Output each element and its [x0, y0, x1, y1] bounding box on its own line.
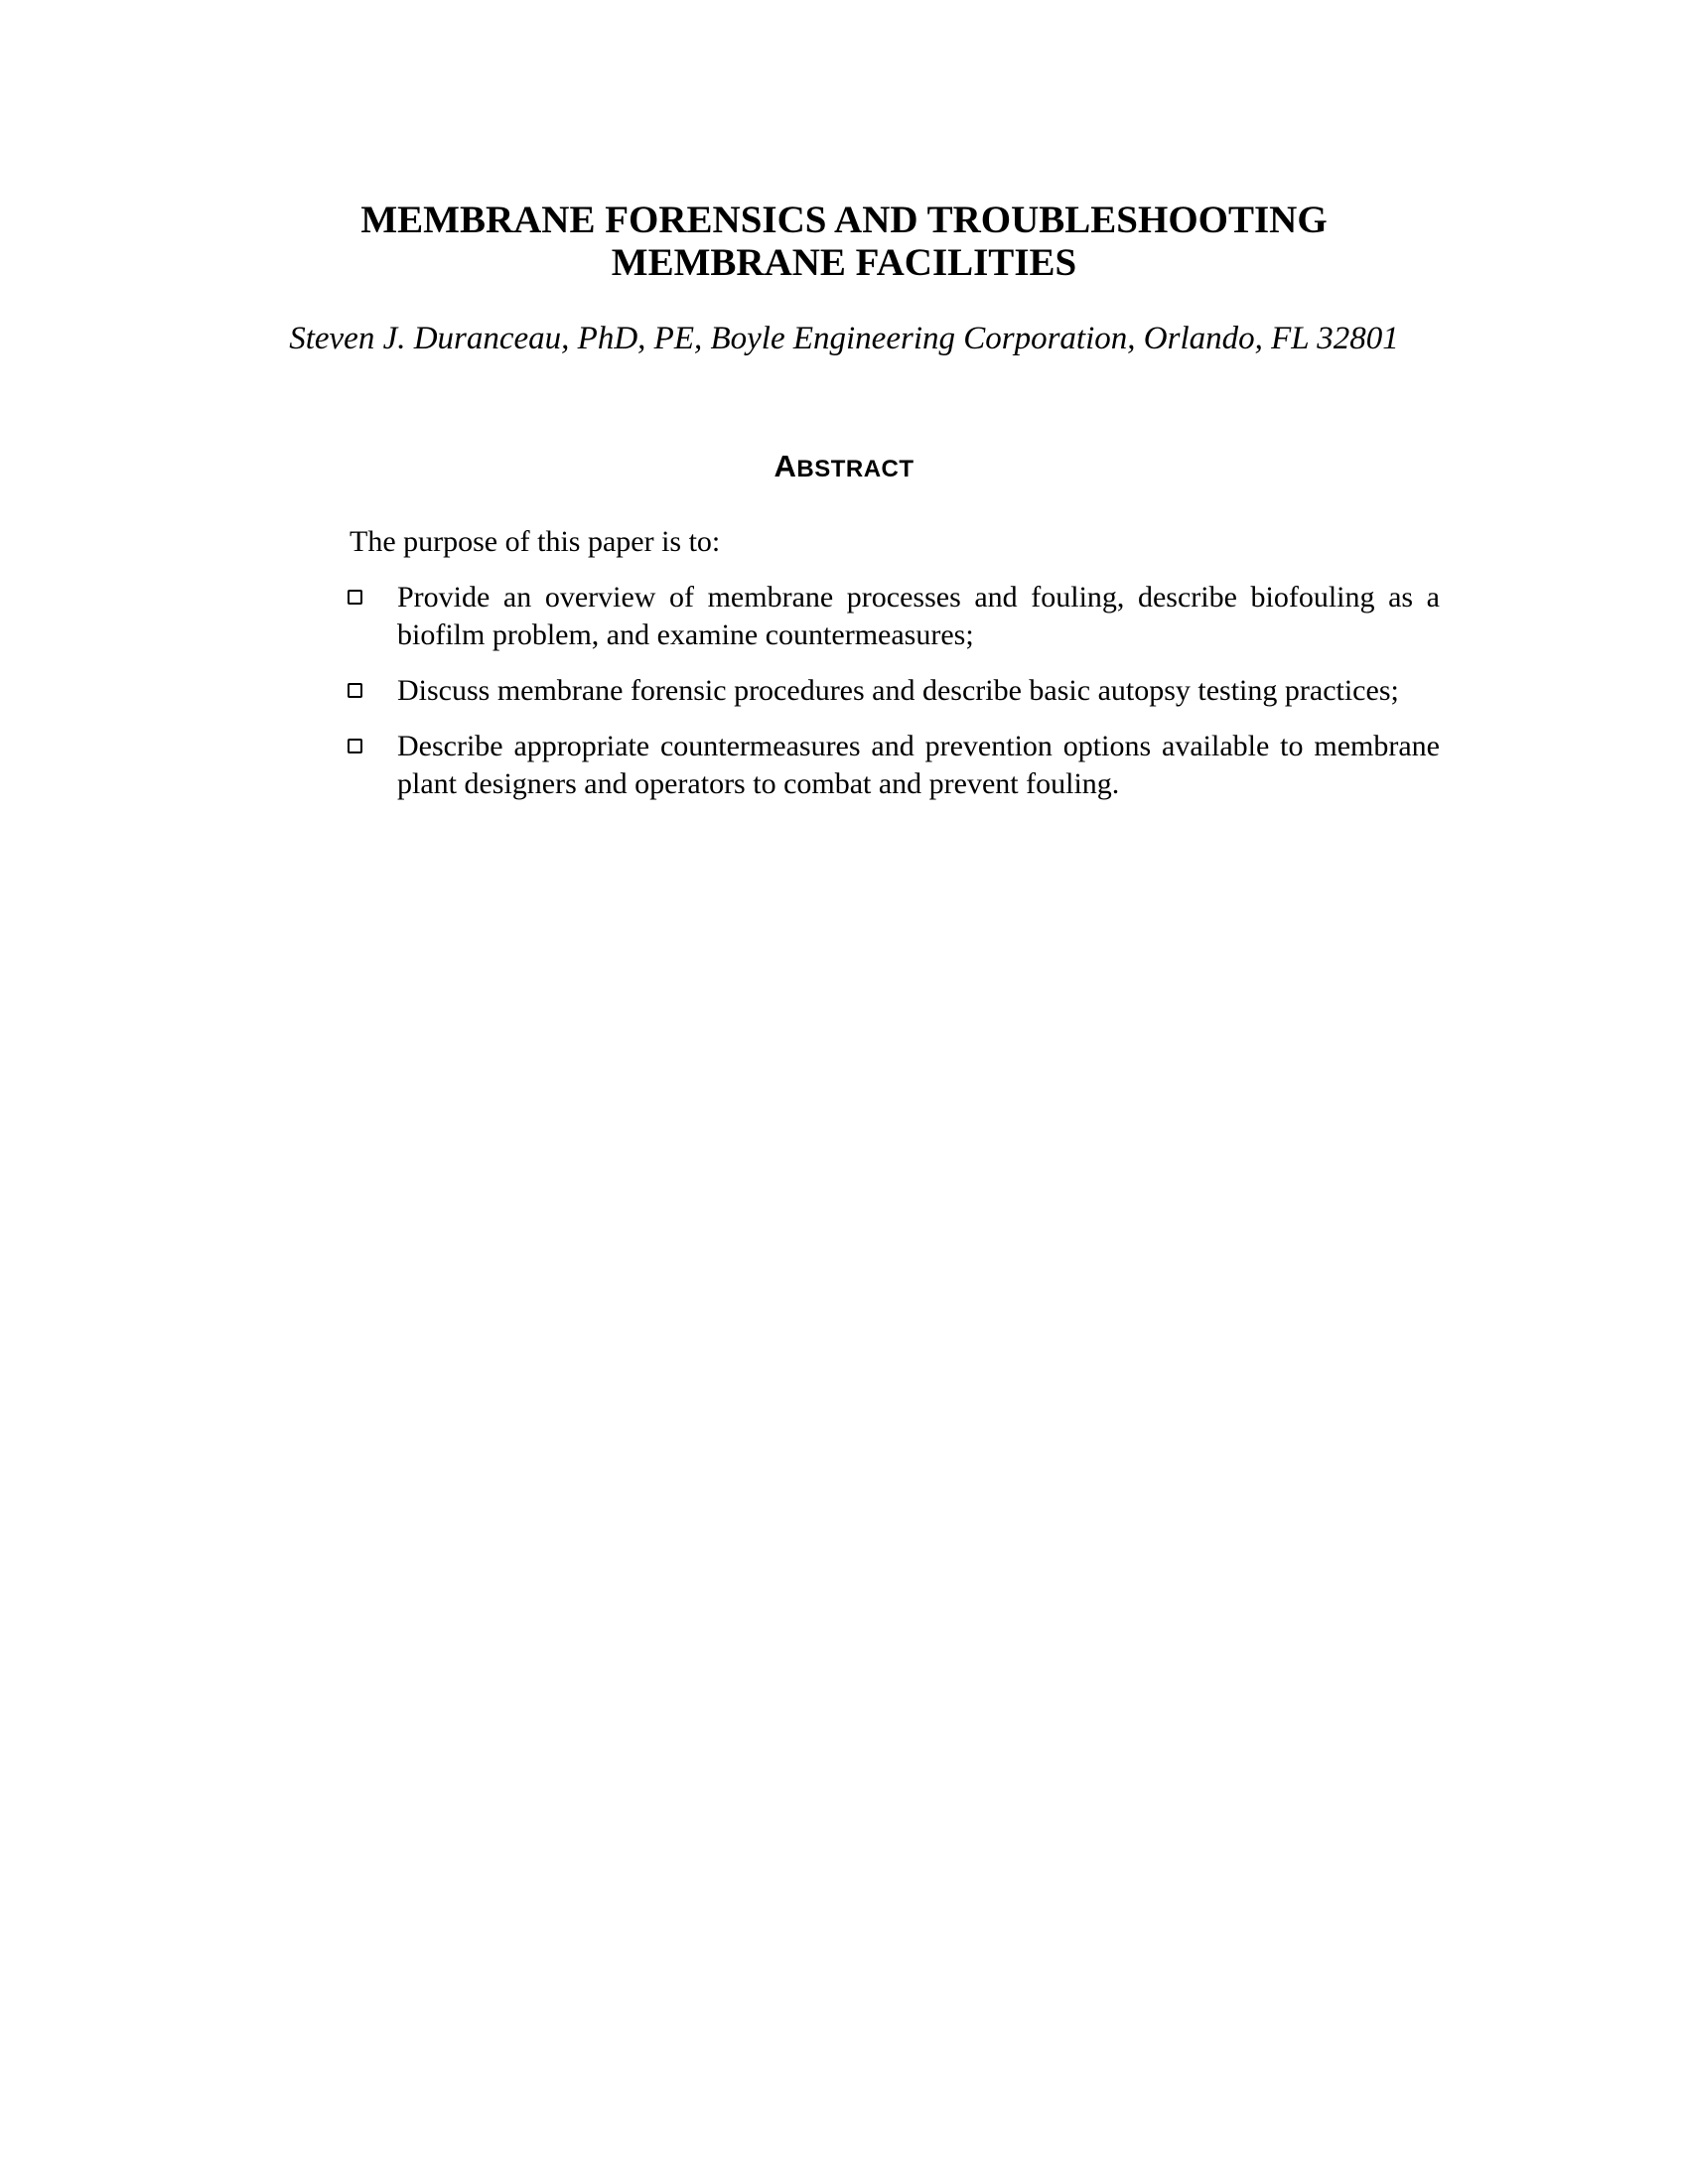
list-item: [248, 579, 1440, 654]
list-item: [248, 672, 1440, 710]
paper-title-line-2: MEMBRANE FACILITIES: [611, 241, 1077, 284]
abstract-heading-rest: BSTRACT: [796, 456, 914, 482]
list-item-text: Provide an overview of membrane processes and fouling, describe biofouling as a biofilm problem, and examine countermeasures;: [397, 581, 1440, 651]
square-bullet-icon: [348, 739, 362, 753]
abstract-bullet-list: [248, 579, 1440, 821]
list-item: [248, 728, 1440, 803]
paper-title-line-1: MEMBRANE FORENSICS AND TROUBLESHOOTING: [360, 199, 1328, 241]
list-item-text: Describe appropriate countermeasures and prevention options available to membrane plant designers and operators to combat and prevent fouling.: [397, 730, 1440, 800]
author-line: Steven J. Duranceau, PhD, PE, Boyle Engineering Corporation, Orlando, FL 32801: [289, 321, 1399, 356]
section-heading-abstract: [248, 449, 1440, 487]
abstract-intro: The purpose of this paper is to:: [350, 525, 721, 558]
square-bullet-icon: [348, 683, 362, 698]
square-bullet-icon: [348, 590, 362, 605]
list-item-text: Discuss membrane forensic procedures and describe basic autopsy testing practices;: [397, 674, 1399, 707]
abstract-heading-initial: A: [774, 449, 797, 483]
paper-title: [248, 199, 1440, 284]
